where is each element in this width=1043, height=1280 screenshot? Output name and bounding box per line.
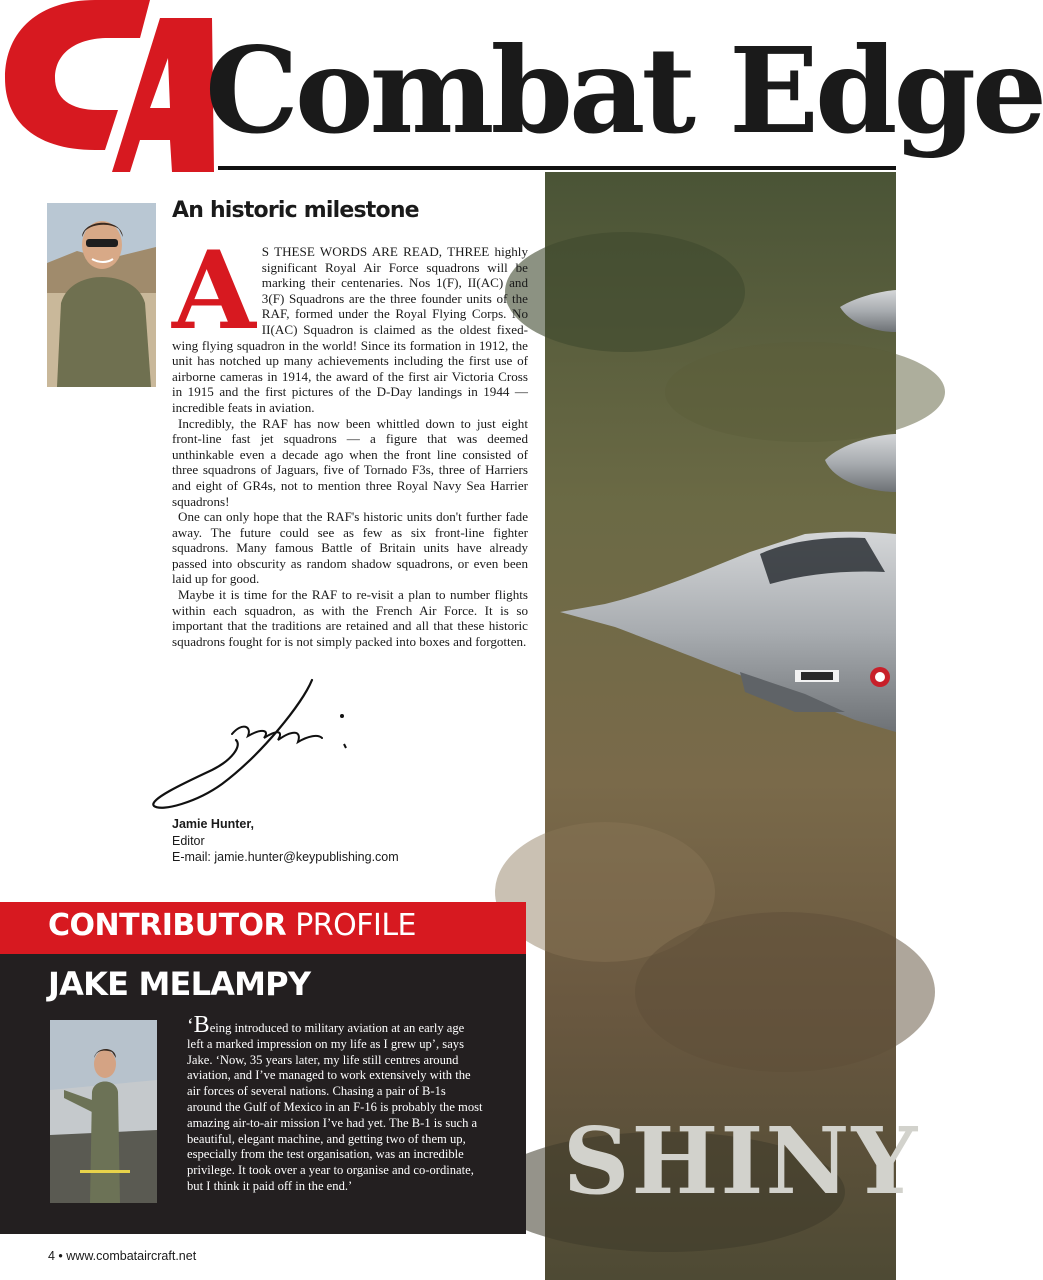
contributor-banner-label: [48, 908, 417, 943]
ca-logo: [0, 0, 215, 172]
editor-signoff: [172, 816, 399, 866]
article-body: [172, 228, 528, 649]
article-paragraph: Maybe it is time for the RAF to re-visit a plan to number flights within each squadron, as with the French Air Force. It is so important that the traditions are retained and all that these historic squadrons fought for is not simply packed into boxes and forgotten.: [172, 587, 528, 649]
feature-headline: SHINY: [563, 1107, 920, 1215]
article-paragraph: S THESE WORDS ARE READ, THREE highly significant Royal Air Force squadrons will be marking their centenaries. Nos 1(F), II(AC) and 3(F) Squadrons are the three founder units of the RAF, formed under the Royal Flying Corps. No II(AC) Squadron is claimed as the oldest fixed-wing flying squadron in the world! Since its formation in 1912, the unit has notched up many achievements including the first use of airborne cameras in 1914, the award of the first air Victoria Cross in 1915 and the first pictures of the D-Day landings in 1944 — incredible feats in aviation.: [172, 244, 528, 415]
contributor-quote: [187, 1012, 483, 1195]
contributor-quote-text: eing introduced to military aviation at an early age left a marked impression on my life as I grew up’, says Jake. ‘Now, 35 years later, my life still centres around aviation, and I’ve managed to work extensively with the air forces of several nations. Chasing a pair of B-1s around the Gulf of Mexico in an F-16 is probably the most amazing air-to-air mission I’ve had yet. The B-1 is such a beautiful, elegant machine, and getting two of them up, especially from the test organisation, was an incredible privilege. It took over a year to organise and co-ordinate, but I think it paid off in the end.’: [187, 1021, 483, 1193]
contributor-photo: [50, 1020, 157, 1203]
contributor-banner: [0, 902, 526, 954]
page-folio[interactable]: 4 • www.combataircraft.net: [48, 1249, 197, 1263]
masthead-title: Combat Edge: [205, 21, 1043, 160]
signature-graphic: [152, 674, 352, 814]
aircraft-photo: [545, 172, 920, 1280]
banner-strong: CONTRIBUTOR: [48, 908, 287, 943]
article-title: An historic milestone: [172, 198, 419, 223]
masthead-rule: [218, 166, 896, 170]
article-paragraph: One can only hope that the RAF's historic units don't further fade away. The future could see as few as six front-line fighter squadrons. Many famous Battle of Britain units have already passed into obscurity as random shadow squadrons, or even been laid up for good.: [172, 509, 528, 587]
banner-light: PROFILE: [286, 908, 417, 943]
contributor-portrait: [50, 1020, 157, 1203]
editor-role: Editor: [172, 833, 205, 848]
contributor-name: JAKE MELAMPY: [48, 965, 311, 1003]
editor-signature: [152, 674, 352, 814]
drop-cap: A: [172, 228, 256, 354]
editor-name: Jamie Hunter,: [172, 817, 254, 831]
quote-open: ‘: [187, 1015, 194, 1037]
quote-initial: B: [193, 1012, 210, 1038]
contributor-box: [0, 954, 526, 1234]
editor-photo: [47, 203, 156, 387]
editor-portrait: [47, 203, 156, 387]
ca-logo-mark: [0, 0, 215, 172]
editor-email[interactable]: E-mail: jamie.hunter@keypublishing.com: [172, 850, 399, 864]
article-paragraph: Incredibly, the RAF has now been whittled down to just eight front-line fast jet squadrons — a figure that was deemed unthinkable even a decade ago when the front line consisted of three squadrons of Jaguars, five of Tornado F3s, three of Harriers and eight of GR4s, not to mention three Royal Navy Sea Harrier squadrons!: [172, 415, 528, 509]
